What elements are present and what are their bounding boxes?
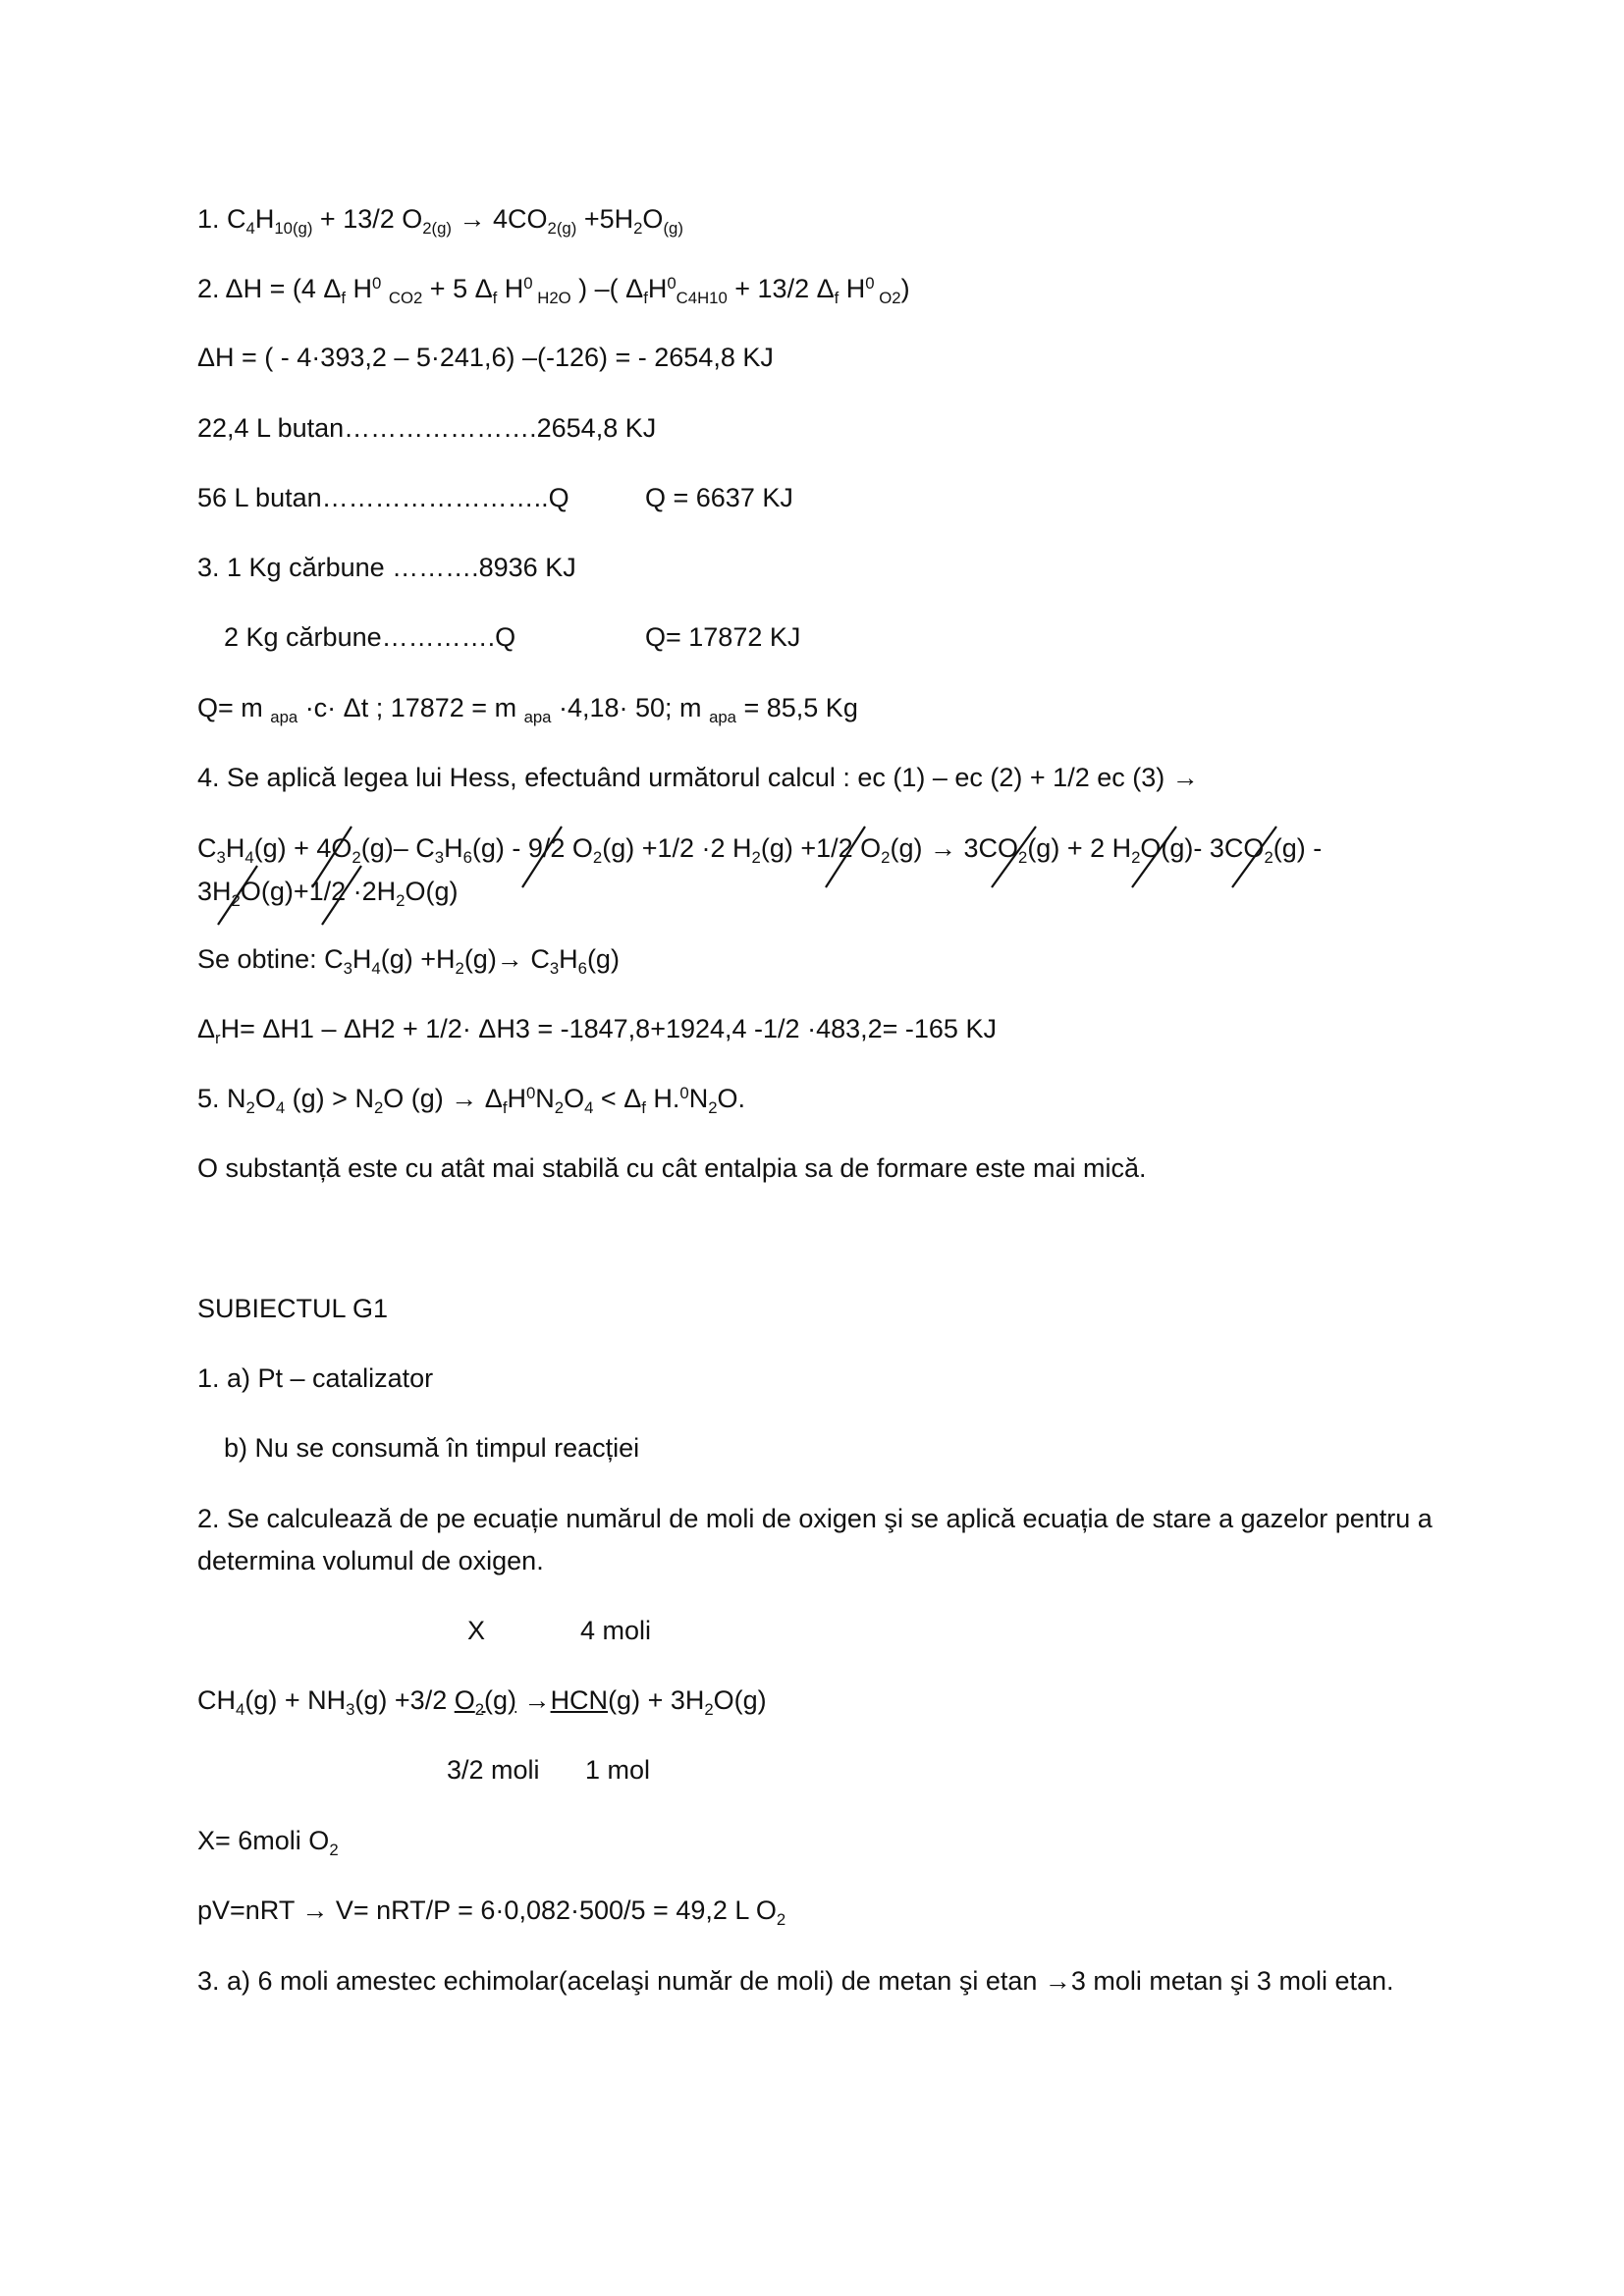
reaction-enthalpy: $\Delta_rH= \Delta H1 - \Delta H2 + 1/2\cdot \Delta H3 = -1847,8+1924,4$ -1/2 ·483,2= -165 KJ — [197, 1014, 997, 1047]
net-reaction: Se obtine: $C_3H_4(g) +H_2(g)\to C_3H_6(g)$ — [197, 944, 620, 978]
coal-ratio-2: 2 Kg cărbune………….Q Q= 17872 KJ — [224, 622, 801, 652]
hess-sum-line-2: $3H_2O(g)+1/2 \cdot 2H_2O(g)$ — [197, 877, 459, 910]
ideal-gas-calc: pV=nRT → V= nRT/P = 6·0,082·500/5 = 49,2 L $O_2$ — [197, 1896, 786, 1929]
section-heading: SUBIECTUL G1 — [197, 1294, 389, 1323]
stability-explanation: O substanță este cu atât mai stabilă cu cât entalpia sa de formare este mai mică. — [197, 1153, 1147, 1183]
answer-1a: 1. a) Pt – catalizator — [197, 1363, 434, 1393]
answer-3a-text: 3. a) 6 moli amestec echimolar(acelaşi număr de moli) de metan şi etan →3 moli metan şi 3 moli etan. — [197, 1966, 1394, 1996]
answer-2-text: 2. Se calculează de pe ecuație numărul de moli de oxigen şi se aplică ecuația de stare a gazelor pentru a determina volumul de oxigen. — [197, 1504, 1433, 1575]
document-page: 1. $C_4H_{10(g)} + 13/2$ $O_{2(g)} \to 4CO_{2(g)} +5H_2O_{(g)}$ 2. ΔH = (4 $\Delta_f$ $H^0$ $_{CO2}$ + 5 $\Delta_f$ $H^0$ $_{H2O}$ ) –( $\Delta_fH^0_{C4H10} + 13/2$ $\Delta_f$ $H^0$ $_{O2}$) ΔH = ( - 4·393,2 – 5·241,6) –(-126) = - 2654,8 KJ 22,4 L butan………………….2654,8 KJ 56 L butan……………………..Q Q = 6637 KJ 3. 1 Kg cărbune ……….8936 KJ 2 Kg cărbune………….Q Q= 17872 KJ Q= m $_{apa}$ ·c· Δt ; 17872 = m $_{apa}$ ·4,18· 50; m $_{apa}$ = 85,5 Kg 4. Se aplică legea lui Hess, efectuând următorul calcul : ec (1) – ec (2) + 1/2 ec (3) → $C_3H_4(g) + 4O_2(g)-$ $C_3H_6(g) - 9/2$ $O_2(g) +1/2 \cdot 2$ $H_2(g) +1/2$ $O_2(g) \to 3CO_2(g) + 2$ $H_2O(g)-$ $3CO_2(g)$ - $3H_2O(g)+1/2 \cdot 2H_2O(g)$ Se obtine: $C_3H_4(g) +H_2(g)\to C_3H_6(g)$ $\Delta_rH= \Delta H1 - \Delta H2 + 1/2\cdot \Delta H3 = -1847,8+1924,4$ -1/2 ·483,2= -165 KJ 5. $N_2O_4$ $(g) > N_2O$ $(g) \to \Delta_fH^0N_2O_4 < \Delta_f$ $H.^0N_2O$. O substanță este cu atât mai stabilă cu cât entalpia sa de formare este mai mică. SUBIECTUL G1 1. a) Pt – catalizator b) Nu se consumă în timpul reacției 2. Se calculează de pe ecuație numărul de moli de oxigen şi se aplică ecuația de stare a gazelor pentru a determina volumul de oxigen. X 4 moli $CH_4(g) + NH_3(g) +3/2$ $O_2(g) \to HCN(g) + 3H_2O(g)$ 3/2 moli 1 mol X= 6moli $O_2$ pV=nRT → V= nRT/P = 6·0,082·500/5 = 49,2 L $O_2$ 3. a) 6 moli amestec echimolar(acelaşi număr de moli) de metan şi etan →3 moli metan şi 3 moli etan. — [0, 0, 1624, 2296]
coal-ratio-1: 3. 1 Kg cărbune ……….8936 KJ — [197, 553, 576, 582]
hcn-reaction: $CH_4(g) + NH_3(g) +3/2$ $O_2(g) \to HCN(g) + 3H_2O(g)$ — [197, 1685, 767, 1719]
water-mass-calc: Q= m $_{apa}$ ·c· Δt ; 17872 = m $_{apa}$ ·4,18· 50; m $_{apa}$ = 85,5 Kg — [197, 693, 858, 726]
enthalpy-calc: ΔH = ( - 4·393,2 – 5·241,6) –(-126) = - 2654,8 KJ — [197, 343, 774, 372]
hess-law-statement: 4. Se aplică legea lui Hess, efectuând următorul calcul : ec (1) – ec (2) + 1/2 ec (3) → — [197, 763, 1199, 792]
answer-1b: b) Nu se consumă în timpul reacției — [224, 1433, 640, 1463]
enthalpy-formula: 2. ΔH = (4 $\Delta_f$ $H^0$ $_{CO2}$ + 5 $\Delta_f$ $H^0$ $_{H2O}$ ) –( $\Delta_fH^0_{C4H10} + 13/2$ $\Delta_f$ $H^0$ $_{O2}$) — [197, 273, 910, 307]
butane-ratio-2: 56 L butan……………………..Q Q = 6637 KJ — [197, 483, 793, 512]
hess-sum-line-1: $C_3H_4(g) + 4O_2(g)-$ $C_3H_6(g) - 9/2$ $O_2(g) +1/2 \cdot 2$ $H_2(g) +1/2$ $O_2(g) \to 3CO_2(g) + 2$ $H_2O(g)-$ $3CO_2(g)$ - — [197, 833, 1323, 867]
stability-comparison: 5. $N_2O_4$ $(g) > N_2O$ $(g) \to \Delta_fH^0N_2O_4 < \Delta_f$ $H.^0N_2O$. — [197, 1083, 746, 1117]
reaction-1: 1. $C_4H_{10(g)} + 13/2$ $O_{2(g)} \to 4CO_{2(g)} +5H_2O_{(g)}$ — [197, 204, 683, 238]
butane-ratio-1: 22,4 L butan………………….2654,8 KJ — [197, 413, 657, 443]
oxygen-moles-result: X= 6moli $O_2$ — [197, 1826, 339, 1859]
